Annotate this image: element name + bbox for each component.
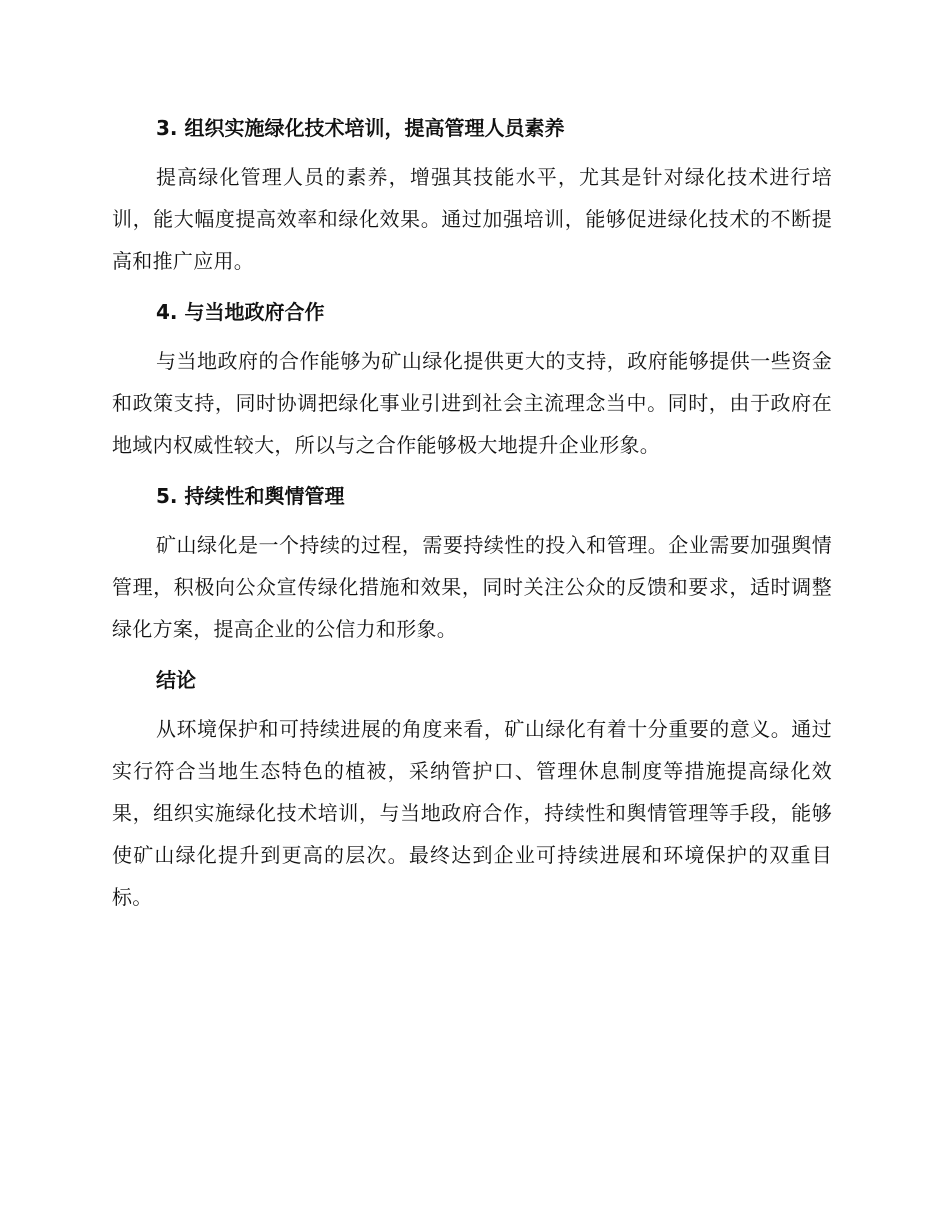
document-body xyxy=(112,108,832,928)
section-heading-government: 4. 与当地政府合作 xyxy=(156,300,325,324)
section-paragraph-training: 提高绿化管理人员的素养，增强其技能水平，尤其是针对绿化技术进行培训，能大幅度提高效率和绿化效果。通过加强培训，能够促进绿化技术的不断提高和推广应用。 xyxy=(112,165,832,273)
section-paragraph-government: 与当地政府的合作能够为矿山绿化提供更大的支持，政府能够提供一些资金和政策支持，同时协调把绿化事业引进到社会主流理念当中。同时，由于政府在地域内权威性较大，所以与之合作能够极大地提升企业形象。 xyxy=(112,349,832,457)
section-heading-training: 3. 组织实施绿化技术培训，提高管理人员素养 xyxy=(156,116,565,140)
section-heading-conclusion: 结论 xyxy=(156,668,196,692)
section-paragraph-conclusion: 从环境保护和可持续进展的角度来看，矿山绿化有着十分重要的意义。通过实行符合当地生态特色的植被，采纳管护口、管理休息制度等措施提高绿化效果，组织实施绿化技术培训，与当地政府合作，持续性和舆情管理等手段，能够使矿山绿化提升到更高的层次。最终达到企业可持续进展和环境保护的双重目标。 xyxy=(112,717,832,909)
section-paragraph-sustainability: 矿山绿化是一个持续的过程，需要持续性的投入和管理。企业需要加强舆情管理，积极向公众宣传绿化措施和效果，同时关注公众的反馈和要求，适时调整绿化方案，提高企业的公信力和形象。 xyxy=(112,533,832,641)
section-heading-sustainability: 5. 持续性和舆情管理 xyxy=(156,484,345,508)
